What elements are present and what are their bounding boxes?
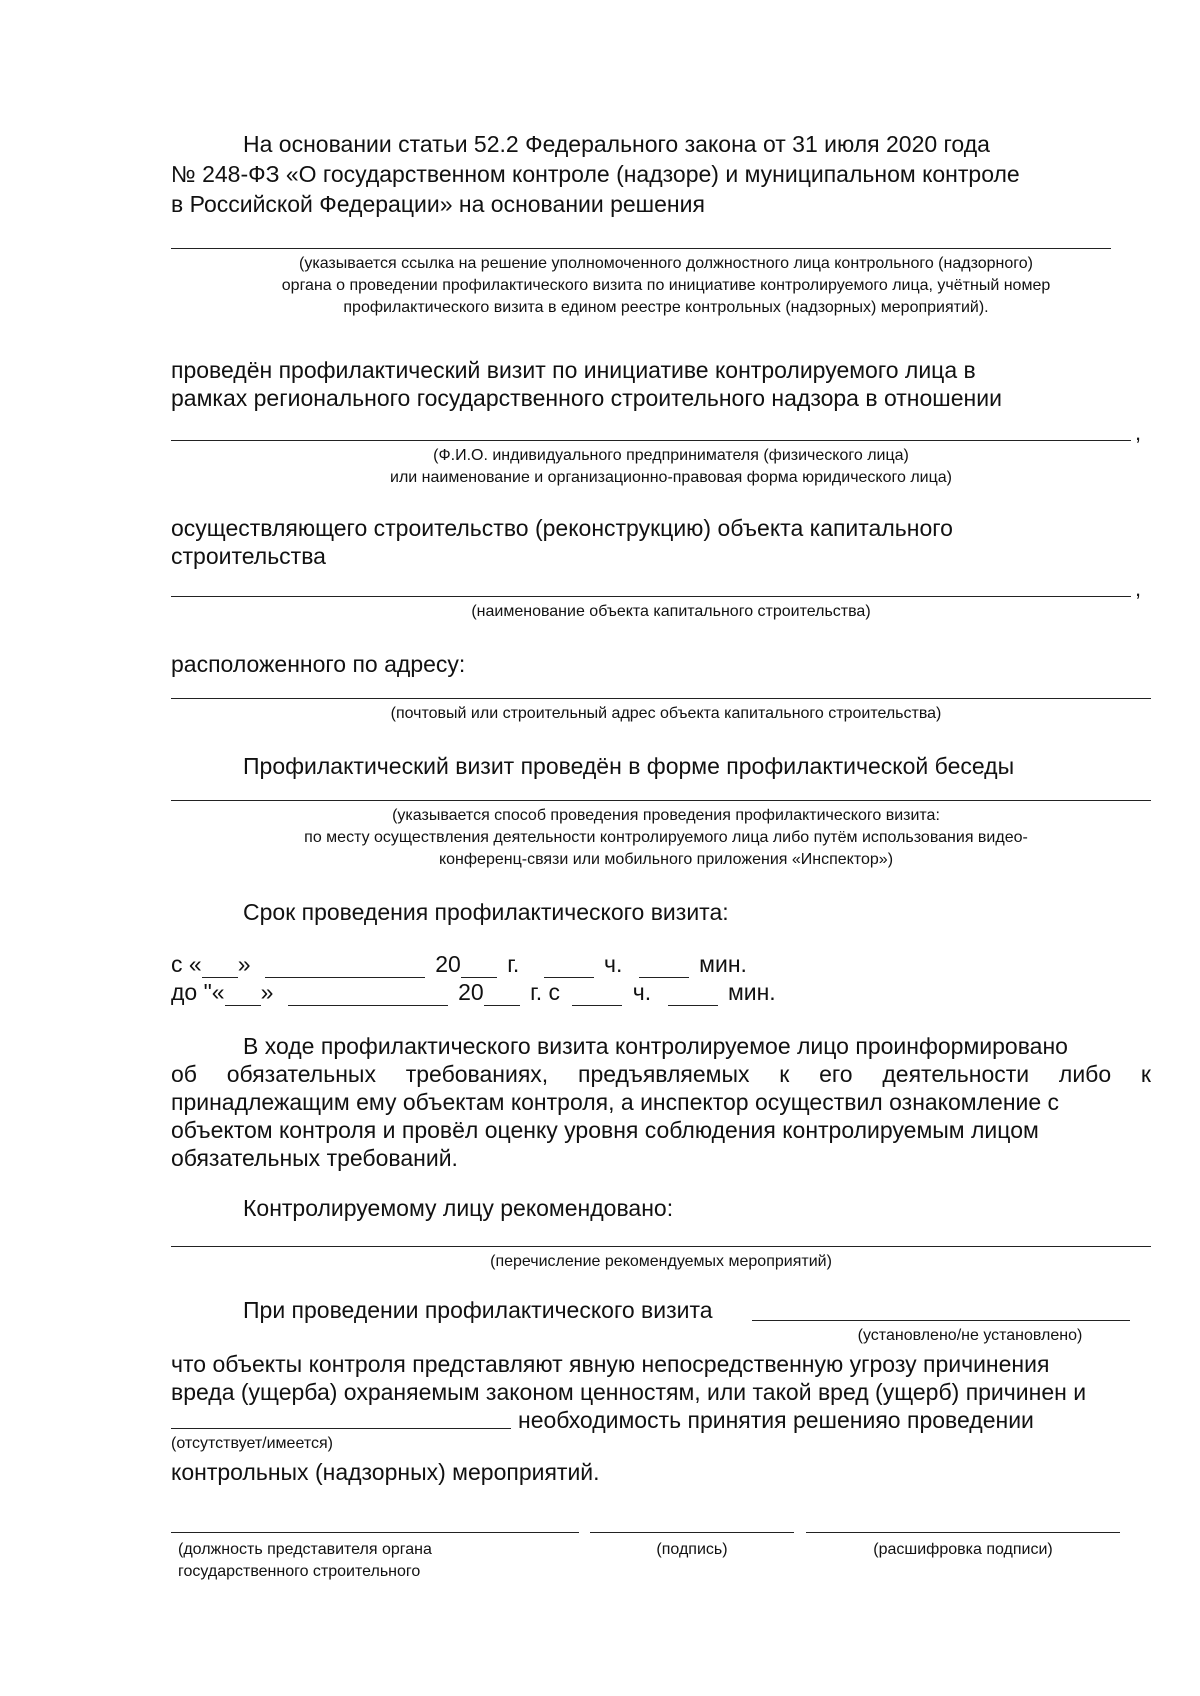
term-to-minutes-field[interactable] (668, 983, 718, 1006)
term-from-row (171, 950, 747, 978)
term-to-minutes-label: мин. (727, 979, 776, 1005)
term-from-year-field[interactable] (461, 955, 497, 978)
object-caption: (наименование объекта капитального строительства) (471, 603, 871, 620)
construction-line-2: строительства (171, 543, 326, 569)
control-measures-text: контрольных (надзорных) мероприятий. (171, 1459, 600, 1485)
decision-caption-line-1: (указывается ссылка на решение уполномоченного должностного лица контрольного (надзорного) (299, 255, 1033, 272)
term-to-month-field[interactable] (288, 983, 448, 1006)
term-from-minutes-field[interactable] (639, 955, 689, 978)
construction-line-1: осуществляющего строительство (реконструкцию) объекта капитального (171, 515, 953, 541)
term-from-month-field[interactable] (265, 955, 425, 978)
informed-line-3: принадлежащим ему объектам контроля, а инспектор осуществил ознакомление с (171, 1089, 1060, 1115)
term-to-year-prefix: 20 (458, 979, 484, 1005)
term-from-prefix: с « (171, 951, 202, 977)
form-statement: Профилактический визит проведён в форме профилактической беседы (243, 753, 1015, 779)
term-from-year-suffix: г. (507, 951, 520, 977)
decision-caption-line-3: профилактического визита в едином реестре контрольных (надзорных) мероприятий). (343, 299, 989, 316)
intro-line-3: в Российской Федерации» на основании решения (171, 191, 705, 217)
term-label: Срок проведения профилактического визита: (243, 899, 729, 925)
decision-caption-line-2: органа о проведении профилактического визита по инициативе контролируемого лица, учётный номер (281, 277, 1051, 294)
visit-statement-line-1: проведён профилактический визит по инициативе контролируемого лица в (171, 357, 976, 383)
measures-blank-line[interactable] (171, 1246, 1151, 1247)
method-caption-line-3: конференц-связи или мобильного приложения «Инспектор») (438, 851, 894, 868)
decision-blank-line[interactable] (171, 248, 1111, 249)
person-blank-line[interactable] (171, 440, 1131, 441)
term-to-year-field[interactable] (484, 983, 520, 1006)
recommended-label: Контролируемому лицу рекомендовано: (243, 1195, 674, 1221)
term-to-row (171, 978, 776, 1006)
term-from-minutes-label: мин. (699, 951, 747, 977)
term-to-quote-close: » (260, 979, 274, 1005)
term-to-hours-field[interactable] (572, 983, 622, 1006)
during-visit-label: При проведении профилактического визита (243, 1297, 713, 1323)
presence-caption: (отсутствует/имеется) (171, 1435, 333, 1452)
measures-caption: (перечисление рекомендуемых мероприятий) (490, 1253, 832, 1270)
established-blank-line[interactable] (752, 1320, 1130, 1321)
intro-line-1: На основании статьи 52.2 Федерального закона от 31 июля 2020 года (243, 131, 990, 157)
decoding-signature-line[interactable] (806, 1532, 1120, 1533)
term-to-prefix: до "« (171, 979, 225, 1005)
comma-mark: , (1135, 576, 1142, 601)
signature-line[interactable] (590, 1532, 794, 1533)
threat-line-1: что объекты контроля представляют явную непосредственную угрозу причинения (171, 1351, 1050, 1377)
term-to-hours-label: ч. (632, 979, 652, 1005)
person-caption-line-2: или наименование и организационно-правовая форма юридического лица) (390, 469, 952, 486)
informed-line-5: обязательных требований. (171, 1145, 458, 1171)
decoding-caption: (расшифровка подписи) (873, 1541, 1053, 1558)
intro-line-2: № 248-ФЗ «О государственном контроле (надзоре) и муниципальном контроле (171, 161, 1020, 187)
term-from-quote-close: » (237, 951, 251, 977)
term-from-hours-field[interactable] (544, 955, 594, 978)
method-caption-line-2: по месту осуществления деятельности контролируемого лица либо путём использования видео- (304, 829, 1028, 846)
threat-line-2: вреда (ущерба) охраняемым законом ценностям, или такой вред (ущерб) причинен и (171, 1379, 1087, 1405)
comma-mark: , (1135, 420, 1142, 445)
term-from-hours-label: ч. (604, 951, 623, 977)
established-caption: (установлено/не установлено) (857, 1327, 1083, 1344)
informed-line-2: об обязательных требованиях, предъявляемых к его деятельности либо к (171, 1061, 1151, 1087)
term-from-year-prefix: 20 (435, 951, 461, 977)
position-caption-line-1: (должность представителя органа (178, 1541, 432, 1558)
term-to-day-field[interactable] (225, 983, 261, 1006)
position-caption-line-2: государственного строительного (178, 1563, 421, 1580)
address-caption: (почтовый или строительный адрес объекта капитального строительства) (390, 705, 942, 722)
threat-line-3-suffix: необходимость принятия решенияо проведении (518, 1407, 1034, 1433)
presence-blank-line[interactable] (171, 1428, 511, 1429)
term-from-day-field[interactable] (202, 955, 238, 978)
address-label: расположенного по адресу: (171, 651, 466, 677)
method-caption-line-1: (указывается способ проведения проведения профилактического визита: (392, 807, 940, 824)
visit-statement-line-2: рамках регионального государственного строительного надзора в отношении (171, 385, 1002, 411)
informed-line-4: объектом контроля и провёл оценку уровня соблюдения контролируемым лицом (171, 1117, 1039, 1143)
person-caption-line-1: (Ф.И.О. индивидуального предпринимателя (физического лица) (433, 447, 909, 464)
address-blank-line[interactable] (171, 698, 1151, 699)
signature-caption: (подпись) (656, 1541, 728, 1558)
method-blank-line[interactable] (171, 800, 1151, 801)
object-blank-line[interactable] (171, 596, 1131, 597)
informed-line-1: В ходе профилактического визита контролируемое лицо проинформировано (243, 1033, 1068, 1059)
position-signature-line[interactable] (171, 1532, 579, 1533)
term-to-year-suffix: г. с (530, 979, 560, 1005)
